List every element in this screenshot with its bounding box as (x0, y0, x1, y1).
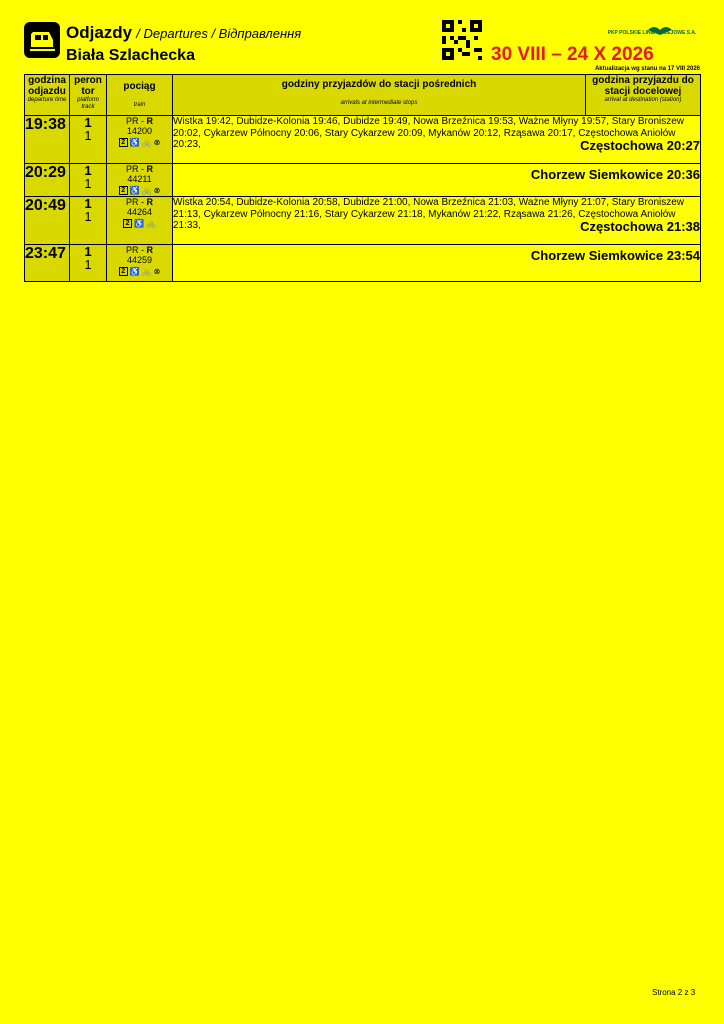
header (24, 20, 700, 74)
col-train-label-en: train (133, 102, 146, 108)
col-platform-label-en: platform track (77, 97, 99, 110)
track-number: 1 (84, 128, 92, 143)
wheelchair-icon: ♿ (134, 218, 144, 228)
stops-cell (173, 116, 701, 164)
table-row (25, 164, 701, 197)
wheelchair-icon: ♿ (129, 137, 140, 147)
destination-arrival: Częstochowa 21:38 (580, 219, 700, 234)
second-class-icon: 2 (119, 186, 128, 195)
stops-cell (173, 164, 701, 197)
bicycle-icon: 🚲 (141, 185, 152, 195)
train-category: PR - R (125, 197, 153, 207)
train-logo-icon (24, 22, 60, 58)
col-intermediate-label-en: arrivals at intermediate stops (340, 100, 418, 106)
col-destination-label-en: arrival at destination (station) (604, 97, 682, 103)
col-platform-label: peron tor (74, 75, 102, 97)
table-header-row (25, 75, 701, 116)
intermediate-stops: Wistka 20:54, Dubidze-Kolonia 20:58, Dubidze 21:00, Nowa Brzeźnica 21:03, Ważne Młyny 21:07, Stary Broniszew 21:13, Cykarzew Północny 21:16, Stary Cykarzew 21:18, Mykanów 21:22, Rząsawa 21:26, Częstochowa Aniołów 21:33, (173, 197, 685, 231)
stops-cell (173, 245, 701, 282)
train-number: 44211 (127, 174, 152, 184)
bicycle-icon: 🚲 (141, 266, 152, 276)
train-amenities (123, 219, 156, 228)
wheelchair-icon: ♿ (129, 266, 140, 276)
track-number: 1 (84, 257, 92, 272)
train-category: PR - R (125, 164, 153, 174)
validity-dates: 30 VIII – 24 X 2026 (491, 44, 654, 65)
col-departure (25, 75, 70, 116)
col-departure-label: godzina odjazdu (28, 75, 66, 97)
bicycle-icon: 🚲 (141, 137, 152, 147)
intermediate-stops: Wistka 19:42, Dubidze-Kolonia 19:46, Dubidze 19:49, Nowa Brzeźnica 19:53, Ważne Młyny 19:57, Stary Broniszew 20:02, Cykarzew Północny 20:06, Stary Cykarzew 20:09, Mykanów 20:12, Rząsawa 20:17, Częstochowa Aniołów 20:23, (173, 116, 685, 150)
platform-number: 1 (84, 163, 92, 178)
operator-name: PKP POLSKIE LINIE KOLEJOWE S.A. (607, 30, 697, 36)
col-destination-label: godzina przyjazdu do stacji docelowej (592, 75, 694, 97)
destination-arrival: Chorzew Siemkowice 23:54 (530, 248, 700, 263)
train-cell (107, 245, 173, 282)
departure-time: 20:29 (25, 164, 70, 197)
departure-time: 23:47 (25, 245, 70, 282)
track-number: 1 (84, 209, 92, 224)
carrier-code: PR (125, 164, 139, 174)
platform-cell (70, 245, 107, 282)
no-smoking-icon: ⊗ (153, 266, 161, 276)
col-train-label: pociąg (123, 81, 156, 92)
category-code: R (146, 197, 153, 207)
col-departure-label-en: departure time (27, 97, 67, 103)
train-amenities (119, 267, 161, 276)
train-amenities (119, 138, 161, 147)
second-class-icon: 2 (119, 267, 128, 276)
carrier-code: PR (125, 245, 139, 255)
platform-number: 1 (84, 115, 92, 130)
train-cell (107, 197, 173, 245)
col-train (107, 75, 173, 116)
train-number: 14200 (126, 126, 153, 136)
category-code: R (146, 164, 153, 174)
qr-code-icon (442, 20, 482, 60)
destination-arrival: Częstochowa 20:27 (580, 138, 700, 153)
table-row (25, 116, 701, 164)
platform-cell (70, 164, 107, 197)
table-row (25, 245, 701, 282)
timetable (24, 74, 701, 282)
page-title (66, 23, 301, 43)
train-amenities (119, 186, 161, 195)
category-code: R (146, 116, 153, 126)
stops-cell (173, 197, 701, 245)
track-number: 1 (84, 176, 92, 191)
second-class-icon: 2 (119, 138, 128, 147)
carrier-code: PR (125, 197, 139, 207)
title-main: Odjazdy (66, 23, 133, 42)
train-number: 44259 (126, 255, 153, 265)
platform-cell (70, 116, 107, 164)
no-smoking-icon: ⊗ (153, 185, 161, 195)
no-smoking-icon: ⊗ (153, 137, 161, 147)
departure-time: 19:38 (25, 116, 70, 164)
train-cell (107, 164, 173, 197)
title-sub: / Departures / Відправлення (136, 26, 302, 41)
station-name: Biała Szlachecka (66, 47, 195, 64)
table-row (25, 197, 701, 245)
update-note: Aktualizacja wg stanu na 17 VIII 2026 (594, 66, 700, 72)
second-class-icon: 2 (123, 219, 132, 228)
category-code: R (146, 245, 153, 255)
destination-arrival: Chorzew Siemkowice 20:36 (530, 167, 700, 182)
train-category: PR - R (125, 116, 153, 126)
platform-cell (70, 197, 107, 245)
col-platform (70, 75, 107, 116)
col-intermediate (173, 75, 586, 116)
train-category: PR - R (125, 245, 153, 255)
col-intermediate-label: godziny przyjazdów do stacji pośrednich (281, 79, 477, 90)
page-number: Strona 2 z 3 (652, 988, 696, 997)
platform-number: 1 (84, 196, 92, 211)
train-cell (107, 116, 173, 164)
train-number: 44264 (126, 207, 153, 217)
platform-number: 1 (84, 244, 92, 259)
carrier-code: PR (125, 116, 139, 126)
wheelchair-icon: ♿ (129, 185, 140, 195)
bicycle-icon: 🚲 (146, 218, 156, 228)
departure-time: 20:49 (25, 197, 70, 245)
col-destination (586, 75, 701, 116)
